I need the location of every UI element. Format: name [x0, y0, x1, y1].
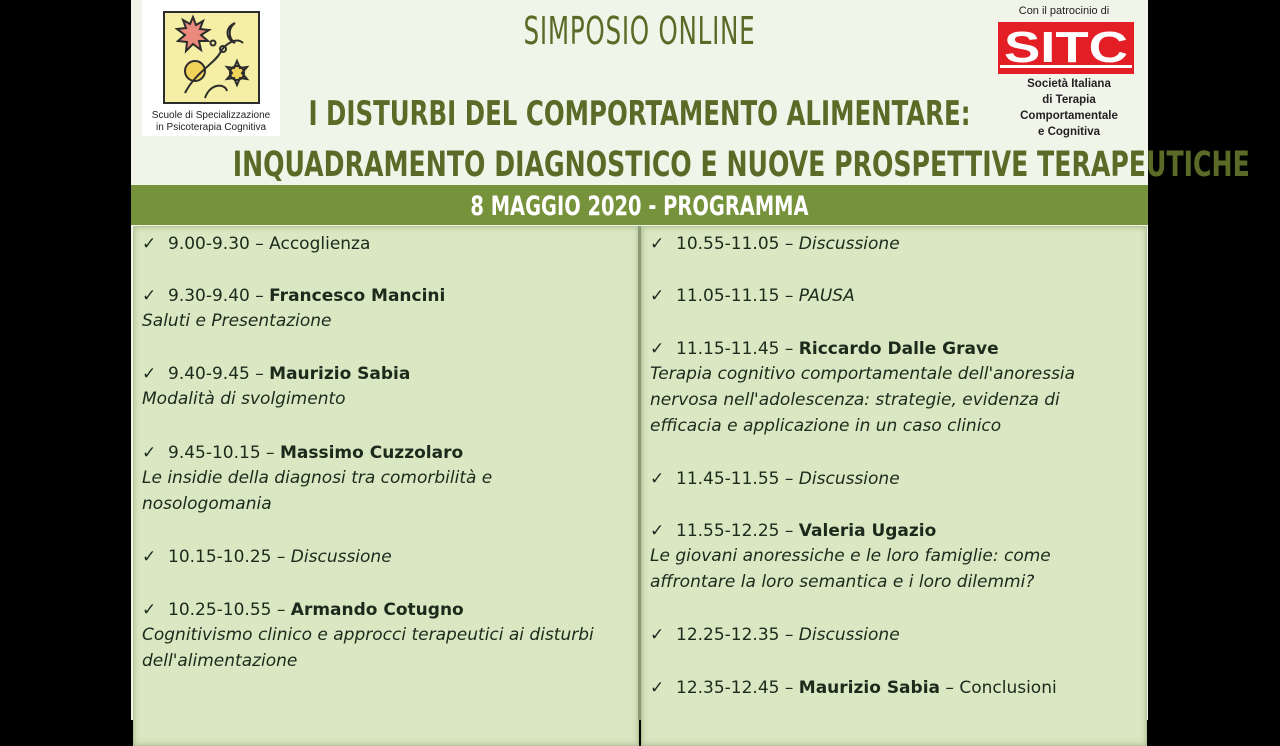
sponsor-name-line: e Cognitiva [1038, 126, 1100, 138]
checkmark-icon: ✓ [142, 364, 157, 384]
program-label: PAUSA [798, 286, 855, 306]
program-speaker: Maurizio Sabia [798, 678, 941, 698]
program-item-heading [650, 286, 855, 306]
program-description: Le giovani anoressiche e le loro famiglie: come [650, 546, 1051, 566]
program-dash: – [249, 286, 270, 306]
program-time: 9.45-10.15 [168, 443, 261, 463]
program-column-left [133, 226, 639, 746]
program-speaker: Armando Cotugno [290, 600, 464, 620]
program-item-heading [142, 286, 446, 306]
program-speaker: Maurizio Sabia [269, 364, 411, 384]
checkmark-icon: ✓ [142, 234, 157, 254]
program-item-heading [142, 364, 411, 384]
checkmark-icon: ✓ [650, 286, 665, 306]
sitc-logo-icon [998, 22, 1134, 74]
program-item-heading [650, 521, 937, 541]
program-dash: – [249, 364, 270, 384]
program-label: Discussione [798, 234, 900, 254]
program-item-heading [650, 678, 1057, 698]
checkmark-icon: ✓ [650, 234, 665, 254]
program-time: 11.05-11.15 [676, 286, 780, 306]
program-description: dell'alimentazione [142, 651, 298, 671]
program-description: Saluti e Presentazione [142, 311, 332, 331]
program-item-heading [142, 600, 464, 620]
program-description: affrontare la loro semantica e i loro dilemmi? [650, 572, 1035, 592]
program-dash: – [779, 339, 799, 359]
program-column-right [641, 226, 1147, 746]
program-description: Le insidie della diagnosi tra comorbilità e [142, 468, 493, 488]
date-band-text: 8 MAGGIO 2020 - PROGRAMMA [470, 191, 809, 222]
checkmark-icon: ✓ [650, 625, 665, 645]
program-speaker: Massimo Cuzzolaro [279, 443, 464, 463]
checkmark-icon: ✓ [650, 339, 665, 359]
program-time: 11.45-11.55 [676, 469, 780, 489]
program-item-heading [650, 625, 900, 645]
sponsor-name [994, 76, 1144, 140]
slide [131, 0, 1250, 720]
program-item-heading [142, 234, 371, 254]
program-time: 11.55-12.25 [676, 521, 780, 541]
program-description: Cognitivismo clinico e approcci terapeutici ai disturbi [142, 625, 594, 645]
program-dash: – [249, 234, 270, 254]
sponsor-name-line: Società Italiana [1027, 78, 1111, 90]
program-speaker: Francesco Mancini [269, 286, 446, 306]
checkmark-icon: ✓ [650, 469, 665, 489]
program-dash: – [260, 443, 280, 463]
program-time: 9.30-9.40 [168, 286, 250, 306]
program-time: 11.15-11.45 [676, 339, 780, 359]
checkmark-icon: ✓ [142, 443, 157, 463]
program-dash: – [779, 521, 799, 541]
sponsor-pre-label: Con il patrocinio di [1018, 5, 1110, 17]
program-speaker: Valeria Ugazio [798, 521, 937, 541]
program-time: 9.00-9.30 [168, 234, 250, 254]
checkmark-icon: ✓ [650, 521, 665, 541]
program-dash: – [271, 547, 291, 567]
program-description: Modalità di svolgimento [142, 389, 346, 409]
program-item-heading [142, 443, 464, 463]
checkmark-icon: ✓ [142, 547, 157, 567]
program-item-heading [650, 339, 999, 359]
symposium-label: SIMPOSIO ONLINE [523, 9, 756, 53]
program-label: Discussione [798, 469, 900, 489]
program-item-heading [650, 469, 900, 489]
checkmark-icon: ✓ [142, 286, 157, 306]
program-description: Terapia cognitivo comportamentale dell'anoressia [650, 364, 1076, 384]
program-dash: – [779, 625, 799, 645]
program-dash: – [779, 469, 799, 489]
program-label: – Conclusioni [940, 678, 1057, 698]
program-description: efficacia e applicazione in un caso clinico [650, 416, 1002, 436]
program-item-heading [650, 234, 900, 254]
program-time: 10.55-11.05 [676, 234, 780, 254]
program-description: nervosa nell'adolescenza: strategie, evidenza di [650, 390, 1060, 410]
program-time: 10.15-10.25 [168, 547, 272, 567]
program-time: 12.35-12.45 [676, 678, 780, 698]
program-label: Discussione [798, 625, 900, 645]
school-caption-line1: Scuole di Specializzazione [151, 110, 271, 121]
title-line-2: INQUADRAMENTO DIAGNOSTICO E NUOVE PROSPETTIVE TERAPEUTICHE [232, 145, 1250, 185]
program-label: Discussione [290, 547, 392, 567]
sponsor-block [986, 0, 1148, 140]
program-dash: – [779, 234, 799, 254]
school-caption-line2: in Psicoterapia Cognitiva [155, 122, 267, 133]
date-band [131, 185, 1148, 225]
program-dash: – [779, 678, 799, 698]
flower-logo-icon [163, 11, 260, 104]
title-line-1: I DISTURBI DEL COMPORTAMENTO ALIMENTARE: [308, 94, 971, 134]
sitc-logo-text: SITC [1004, 23, 1128, 72]
checkmark-icon: ✓ [142, 600, 157, 620]
program-description: nosologomania [142, 494, 272, 514]
program-dash: – [271, 600, 291, 620]
program-label: Accoglienza [269, 234, 371, 254]
sponsor-name-line: Comportamentale [1020, 110, 1118, 122]
program-time: 10.25-10.55 [168, 600, 272, 620]
program-dash: – [779, 286, 799, 306]
program-speaker: Riccardo Dalle Grave [798, 339, 999, 359]
program-time: 9.40-9.45 [168, 364, 250, 384]
checkmark-icon: ✓ [650, 678, 665, 698]
program-item-heading [142, 547, 392, 567]
program-time: 12.25-12.35 [676, 625, 780, 645]
sponsor-name-line: di Terapia [1042, 94, 1096, 106]
